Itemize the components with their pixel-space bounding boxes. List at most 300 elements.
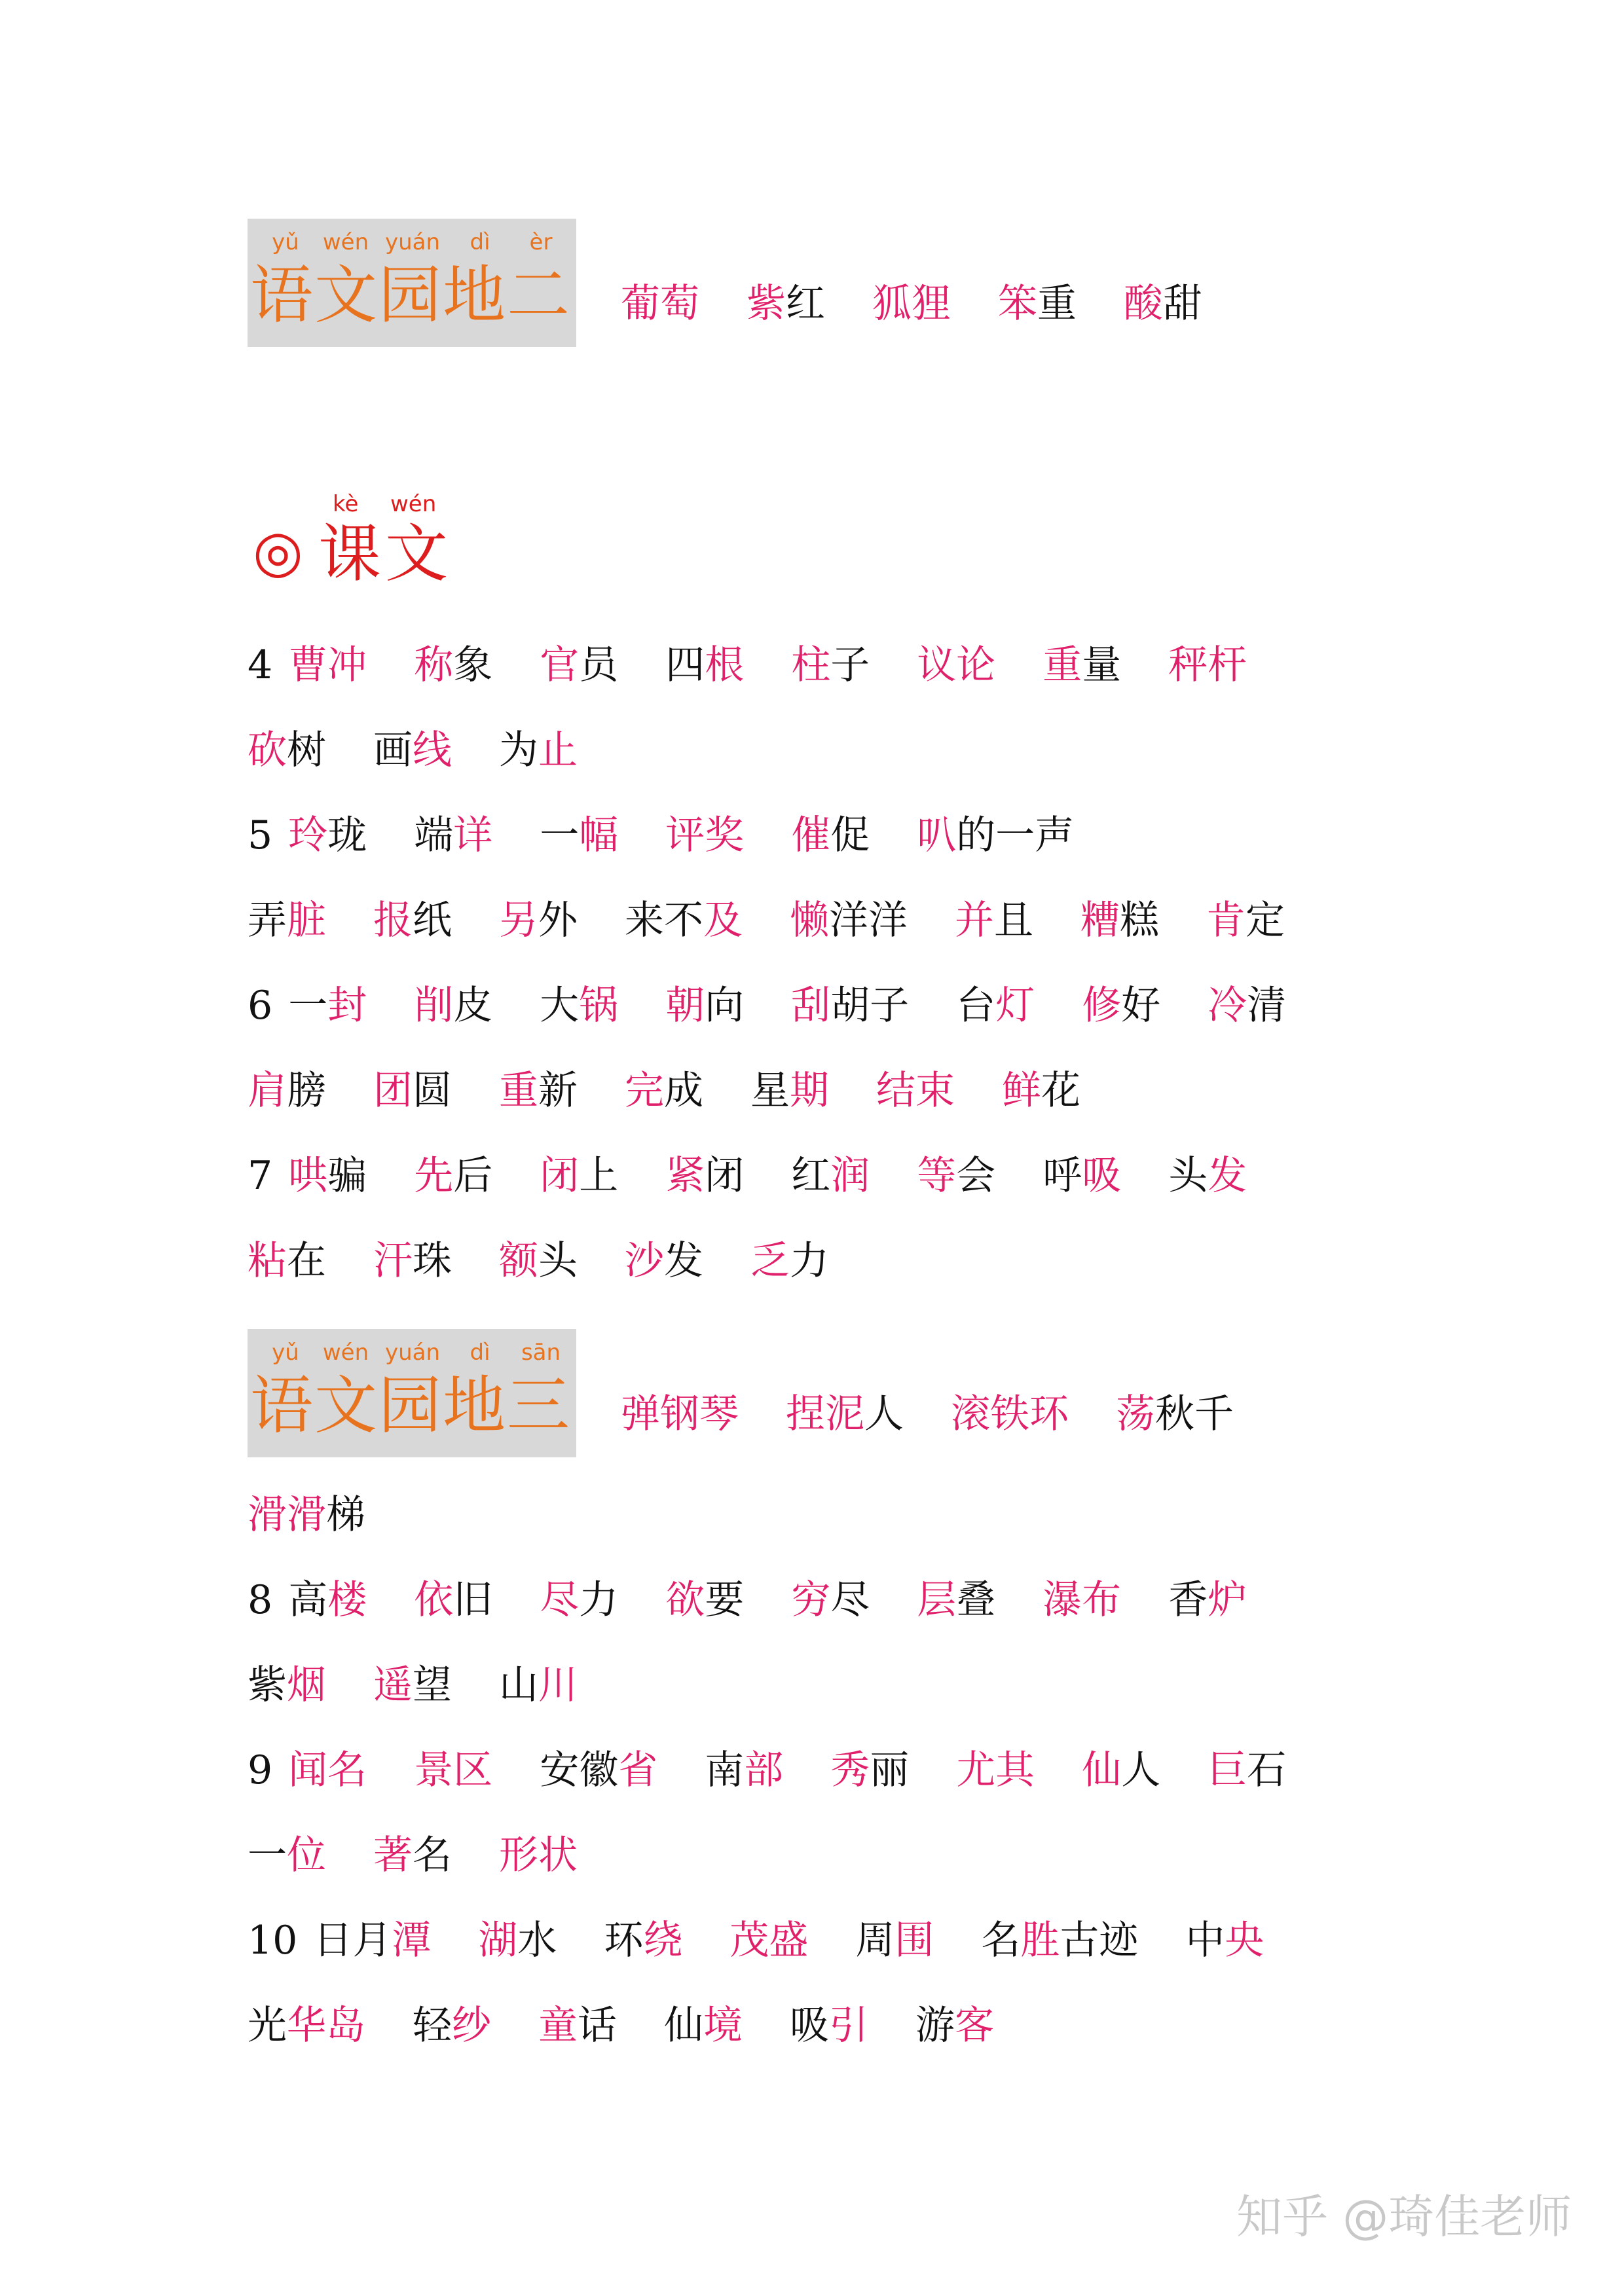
new-character: 仙: [1082, 1747, 1122, 1793]
known-character: 的一声: [956, 812, 1075, 858]
vocab-word: [665, 639, 744, 691]
known-character: 新: [538, 1068, 578, 1114]
known-character: 叠: [956, 1577, 996, 1623]
known-character: 象: [453, 642, 493, 688]
known-character: 向: [705, 983, 745, 1029]
new-character: 线: [413, 727, 452, 773]
vocab-word: [499, 1065, 578, 1117]
new-character: 官: [540, 642, 580, 688]
known-character: 清: [1247, 983, 1287, 1029]
vocab-word: [313, 1914, 431, 1967]
vocab-word: [791, 1574, 870, 1626]
new-character: 葡萄: [621, 281, 699, 327]
new-character: 润: [830, 1153, 870, 1199]
new-character: 锅: [579, 983, 619, 1029]
vocab-word: [288, 1150, 367, 1202]
vocab-word: [830, 1744, 909, 1796]
new-character: 烟: [287, 1662, 326, 1708]
known-character: 闭: [705, 1153, 745, 1199]
vocab-word: [288, 1574, 367, 1626]
new-character: 封: [327, 983, 367, 1029]
new-character: 华岛: [287, 2003, 365, 2049]
new-character: 幅: [579, 812, 619, 858]
vocab-word: [790, 894, 908, 947]
new-character: 位: [287, 1832, 326, 1878]
known-character: 为: [499, 727, 538, 773]
pinyin-syllable: yuán: [384, 229, 441, 255]
known-character: 珠: [413, 1238, 452, 1284]
new-character: 及: [703, 898, 743, 943]
garden2-words: [621, 278, 1202, 330]
known-character: 仙: [664, 2003, 703, 2049]
new-character: 沙: [625, 1238, 664, 1284]
lesson-number: 9: [248, 1747, 273, 1793]
known-character: 秋千: [1155, 1391, 1234, 1437]
vocab-word: [664, 1999, 743, 2052]
vocab-word: [538, 1999, 617, 2052]
vocab-word: [998, 278, 1077, 330]
known-character: 名: [981, 1918, 1021, 1963]
known-character: 洋洋: [829, 898, 908, 943]
vocab-word: [288, 639, 367, 691]
vocab-word: [981, 1914, 1138, 1967]
vocab-word: [705, 1744, 783, 1796]
vocab-word: [499, 1659, 578, 1711]
new-character: 紧: [665, 1153, 705, 1199]
known-character: 膀: [287, 1068, 326, 1114]
new-character: 称: [414, 642, 454, 688]
known-character: 吸: [790, 2003, 829, 2049]
vocab-word: [791, 809, 870, 862]
vocab-word: [248, 1489, 365, 1541]
vocab-word: [288, 979, 367, 1032]
vocab-word: [1116, 1388, 1234, 1440]
new-character: 景区: [414, 1747, 493, 1793]
known-character: 会: [956, 1153, 996, 1199]
vocab-word: [288, 809, 367, 862]
known-character: 四: [665, 642, 705, 688]
new-character: 潭: [392, 1918, 432, 1963]
known-character: 后: [453, 1153, 493, 1199]
vocab-word: [665, 809, 744, 862]
new-character: 刮: [791, 983, 831, 1029]
new-character: 形状: [499, 1832, 578, 1878]
known-character: 一: [248, 1832, 287, 1878]
known-character: 骗: [327, 1153, 367, 1199]
vocab-word: [625, 894, 743, 947]
vocab-word: [540, 1574, 618, 1626]
garden3-title: 语文园地三: [250, 1369, 571, 1442]
new-character: 秀: [830, 1747, 870, 1793]
garden2-title: 语文园地二: [250, 259, 571, 332]
vocab-word: [955, 894, 1033, 947]
new-character: 湖: [478, 1918, 518, 1963]
lesson-line: [248, 639, 1247, 691]
known-character: 山: [499, 1662, 538, 1708]
vocab-word: [1185, 1914, 1264, 1967]
new-character: 巨: [1208, 1747, 1247, 1793]
known-character: 游: [915, 2003, 955, 2049]
new-character: 哄: [288, 1153, 328, 1199]
pinyin-syllable: èr: [529, 229, 553, 255]
new-character: 炉: [1208, 1577, 1247, 1623]
lesson-line: [248, 724, 578, 776]
known-character: 上: [579, 1153, 619, 1199]
known-character: 要: [705, 1577, 745, 1623]
new-character: 童: [538, 2003, 578, 2049]
known-character: 珑: [327, 812, 367, 858]
known-character: 糕: [1120, 898, 1159, 943]
new-character: 期: [790, 1068, 829, 1114]
vocab-word: [248, 894, 326, 947]
known-character: 中: [1185, 1918, 1225, 1963]
new-character: 并: [955, 898, 994, 943]
lesson-line: [248, 809, 1074, 862]
vocab-word: [1082, 979, 1160, 1032]
vocab-word: [499, 1829, 578, 1882]
known-character: 子: [830, 642, 870, 688]
new-character: 根: [705, 642, 745, 688]
vocab-word: [248, 1999, 365, 2052]
new-character: 瀑布: [1043, 1577, 1122, 1623]
vocab-word: [750, 1065, 829, 1117]
known-character: 外: [538, 898, 578, 943]
new-character: 肯: [1206, 898, 1246, 943]
vocab-word: [855, 1914, 934, 1967]
new-character: 柱: [791, 642, 831, 688]
garden2-title-box: [248, 219, 576, 347]
known-character: 旧: [453, 1577, 493, 1623]
new-character: 依: [414, 1577, 454, 1623]
lesson-line: [248, 1659, 578, 1711]
known-character: 人: [864, 1391, 904, 1437]
vocab-word: [478, 1914, 557, 1967]
new-character: 砍: [248, 727, 287, 773]
new-character: 详: [453, 812, 493, 858]
known-character: 一: [288, 983, 328, 1029]
vocab-word: [248, 724, 326, 776]
new-character: 客: [955, 2003, 994, 2049]
new-character: 川: [538, 1662, 578, 1708]
vocab-word: [951, 1388, 1069, 1440]
known-character: 圆: [413, 1068, 452, 1114]
known-character: 端: [414, 812, 454, 858]
new-character: 纱: [452, 2003, 491, 2049]
kewen-pinyin: wén: [390, 491, 437, 517]
known-character: 高: [288, 1577, 328, 1623]
known-character: 花: [1041, 1068, 1080, 1114]
vocab-word: [791, 979, 909, 1032]
vocab-word: [872, 278, 951, 330]
new-character: 报: [373, 898, 413, 943]
new-character: 玲: [288, 812, 328, 858]
known-character: 且: [994, 898, 1033, 943]
new-character: 胜: [1020, 1918, 1060, 1963]
vocab-word: [373, 1659, 452, 1711]
vocab-word: [540, 639, 618, 691]
lesson-line: [248, 1914, 1264, 1967]
vocab-word: [750, 1235, 829, 1287]
new-character: 汗: [373, 1238, 413, 1284]
known-character: 人: [1121, 1747, 1161, 1793]
new-character: 朝: [665, 983, 705, 1029]
known-character: 纸: [413, 898, 452, 943]
known-character: 周: [855, 1918, 895, 1963]
vocab-word: [729, 1914, 808, 1967]
vocab-word: [917, 809, 1074, 862]
vocab-word: [373, 724, 452, 776]
known-character: 画: [373, 727, 413, 773]
known-character: 名: [413, 1832, 452, 1878]
vocab-word: [1002, 1065, 1080, 1117]
garden3-title-box: [248, 1329, 576, 1457]
vocab-word: [373, 894, 452, 947]
pinyin-syllable: dì: [470, 229, 490, 255]
vocab-word: [1043, 639, 1121, 691]
pinyin-syllable: yǔ: [272, 1339, 299, 1366]
pinyin-syllable: sān: [521, 1339, 561, 1366]
vocab-word: [1208, 979, 1286, 1032]
known-character: 日月: [313, 1918, 392, 1963]
vocab-word: [665, 979, 744, 1032]
new-character: 酸: [1124, 281, 1163, 327]
vocab-word: [604, 1914, 682, 1967]
new-character: 叭: [917, 812, 957, 858]
new-character: 闻名: [288, 1747, 367, 1793]
vocab-word: [1168, 1150, 1247, 1202]
known-character: 大: [540, 983, 580, 1029]
known-character: 力: [790, 1238, 829, 1284]
known-character: 在: [287, 1238, 326, 1284]
vocab-word: [248, 1659, 326, 1711]
known-character: 树: [287, 727, 326, 773]
new-character: 评奖: [665, 812, 745, 858]
known-character: 安徽: [540, 1747, 619, 1793]
known-character: 台: [956, 983, 996, 1029]
new-character: 围: [895, 1918, 934, 1963]
pinyin-syllable: yǔ: [272, 229, 299, 255]
new-character: 绕: [643, 1918, 683, 1963]
known-character: 头: [1168, 1153, 1208, 1199]
known-character: 好: [1121, 983, 1161, 1029]
known-character: 重: [1037, 281, 1077, 327]
vocab-word: [917, 1574, 995, 1626]
lesson-number: 8: [248, 1577, 273, 1623]
known-character: 皮: [453, 983, 493, 1029]
new-character: 完: [625, 1068, 664, 1114]
pinyin-syllable: wén: [322, 1339, 369, 1366]
vocab-word: [625, 1235, 703, 1287]
vocab-word: [1208, 1744, 1286, 1796]
new-character: 茂盛: [729, 1918, 809, 1963]
vocab-word: [1168, 639, 1247, 691]
vocab-word: [665, 1150, 744, 1202]
vocab-word: [1206, 894, 1285, 947]
vocab-word: [373, 1829, 452, 1882]
vocab-word: [540, 1744, 657, 1796]
vocab-word: [499, 894, 578, 947]
lesson-line: [248, 1829, 578, 1882]
new-character: 笨: [998, 281, 1037, 327]
vocab-word: [413, 1999, 491, 2052]
vocab-word: [747, 278, 825, 330]
new-character: 肩: [248, 1068, 287, 1114]
new-character: 修: [1082, 983, 1122, 1029]
known-character: 南: [705, 1747, 745, 1793]
pinyin-syllable: yuán: [384, 1339, 441, 1366]
known-character: 促: [830, 812, 870, 858]
vocab-word: [876, 1065, 955, 1117]
vocab-word: [786, 1388, 904, 1440]
known-character: 尽: [830, 1577, 870, 1623]
new-character: 狐狸: [872, 281, 951, 327]
vocab-word: [540, 1150, 618, 1202]
new-character: 鲜: [1002, 1068, 1041, 1114]
garden2-pinyin: [248, 229, 576, 258]
lesson-line: [248, 894, 1285, 947]
known-character: 弄: [248, 898, 287, 943]
vocab-word: [1168, 1574, 1247, 1626]
vocab-word: [414, 1150, 492, 1202]
new-character: 灯: [995, 983, 1035, 1029]
new-character: 尽: [540, 1577, 580, 1623]
known-character: 香: [1168, 1577, 1208, 1623]
known-character: 发: [664, 1238, 703, 1284]
lesson-line: [248, 1150, 1247, 1202]
known-character: 古迹: [1060, 1918, 1139, 1963]
known-character: 红: [786, 281, 825, 327]
vocab-word: [414, 639, 492, 691]
vocab-word: [665, 1574, 744, 1626]
new-character: 止: [538, 727, 578, 773]
known-character: 定: [1246, 898, 1285, 943]
known-character: 员: [579, 642, 619, 688]
vocab-word: [1082, 1744, 1160, 1796]
section-title-kewen: 课文: [318, 517, 452, 591]
new-character: 欲: [665, 1577, 705, 1623]
known-character: 胡子: [830, 983, 910, 1029]
vocab-word: [1124, 278, 1202, 330]
lesson-number: 6: [248, 983, 273, 1029]
new-character: 吸: [1082, 1153, 1122, 1199]
new-character: 懒: [790, 898, 829, 943]
known-character: 甜: [1163, 281, 1202, 327]
vocab-word: [956, 1744, 1035, 1796]
lesson-line: [248, 1999, 994, 2052]
known-character: 来不: [625, 898, 703, 943]
known-character: 紫: [248, 1662, 287, 1708]
new-character: 议论: [917, 642, 996, 688]
known-character: 一: [540, 812, 580, 858]
known-character: 丽: [870, 1747, 910, 1793]
vocab-word: [1043, 1150, 1121, 1202]
new-character: 结束: [876, 1068, 955, 1114]
vocab-word: [915, 1999, 994, 2052]
new-character: 曹冲: [288, 642, 367, 688]
new-character: 部: [744, 1747, 784, 1793]
new-character: 乏: [750, 1238, 790, 1284]
new-character: 催: [791, 812, 831, 858]
vocab-word: [790, 1999, 868, 2052]
new-character: 层: [917, 1577, 957, 1623]
known-character: 量: [1082, 642, 1122, 688]
new-character: 紫: [747, 281, 786, 327]
new-character: 穷: [791, 1577, 831, 1623]
vocab-word: [956, 979, 1035, 1032]
lesson-number: 10: [248, 1918, 298, 1963]
garden3-words: [621, 1388, 1234, 1440]
new-character: 楼: [327, 1577, 367, 1623]
new-character: 闭: [540, 1153, 580, 1199]
vocab-word: [540, 809, 618, 862]
vocab-word: [373, 1065, 452, 1117]
lesson-number: 4: [248, 642, 273, 688]
watermark: 知乎 @琦佳老师: [1236, 2190, 1572, 2244]
known-character: 梯: [326, 1492, 365, 1538]
known-character: 望: [413, 1662, 452, 1708]
new-character: 荡: [1116, 1391, 1155, 1437]
lesson-number: 5: [248, 812, 273, 858]
new-character: 引: [829, 2003, 868, 2049]
vocab-word: [248, 1829, 326, 1882]
known-character: 星: [750, 1068, 790, 1114]
pinyin-syllable: dì: [470, 1339, 490, 1366]
known-character: 力: [579, 1577, 619, 1623]
kewen-pinyin: kè: [333, 491, 359, 517]
new-character: 滑滑: [248, 1492, 326, 1538]
vocab-word: [791, 1150, 870, 1202]
known-character: 环: [604, 1918, 644, 1963]
vocab-word: [499, 724, 578, 776]
new-character: 尤其: [956, 1747, 1035, 1793]
new-character: 先: [414, 1153, 454, 1199]
vocab-word: [791, 639, 870, 691]
new-character: 额: [499, 1238, 538, 1284]
garden3-pinyin: [248, 1339, 576, 1368]
new-character: 冷: [1208, 983, 1247, 1029]
lesson-line: [248, 1235, 829, 1287]
vocab-word: [248, 1065, 326, 1117]
new-character: 弹钢琴: [621, 1391, 739, 1437]
known-character: 成: [664, 1068, 703, 1114]
new-character: 等: [917, 1153, 957, 1199]
lesson-line: [248, 1065, 1080, 1117]
new-character: 另: [499, 898, 538, 943]
vocab-word: [373, 1235, 452, 1287]
known-character: 头: [538, 1238, 578, 1284]
vocab-word: [540, 979, 618, 1032]
new-character: 著: [373, 1832, 413, 1878]
vocab-word: [499, 1235, 578, 1287]
new-character: 滚铁环: [951, 1391, 1069, 1437]
vocab-word: [621, 1388, 739, 1440]
new-character: 发: [1208, 1153, 1247, 1199]
new-character: 省: [618, 1747, 658, 1793]
vocab-word: [621, 278, 699, 330]
pinyin-syllable: wén: [322, 229, 369, 255]
known-character: 呼: [1043, 1153, 1082, 1199]
new-character: 重: [499, 1068, 538, 1114]
section-marker-icon: ◎: [253, 517, 303, 585]
new-character: 重: [1043, 642, 1082, 688]
garden3-words-line2: [248, 1489, 365, 1541]
vocab-word: [248, 1235, 326, 1287]
vocab-word: [625, 1065, 703, 1117]
vocab-word: [1080, 894, 1159, 947]
new-character: 秤杆: [1168, 642, 1247, 688]
new-character: 粘: [248, 1238, 287, 1284]
vocab-word: [288, 1744, 367, 1796]
